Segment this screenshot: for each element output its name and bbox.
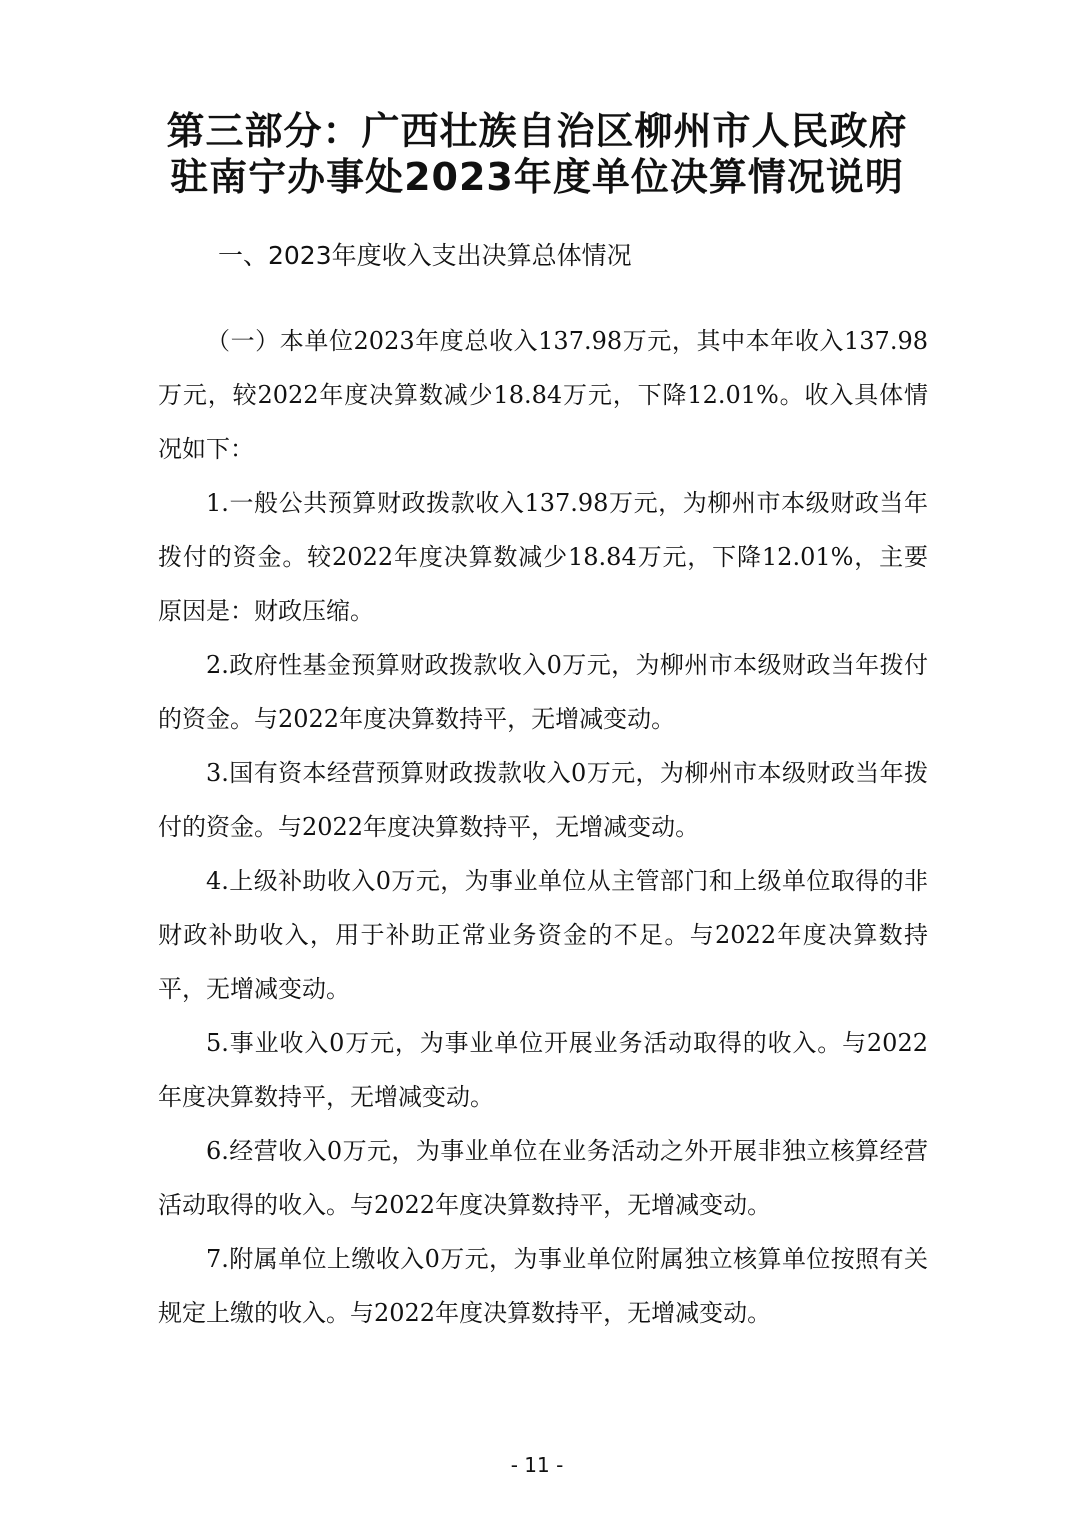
paragraph-item-6: 6.经营收入0万元，为事业单位在业务活动之外开展非独立核算经营活动取得的收入。与2022年度决算数持平，无增减变动。	[158, 1137, 928, 1219]
paragraph-item-4: 4.上级补助收入0万元，为事业单位从主管部门和上级单位取得的非财政补助收入，用于补助正常业务资金的不足。与2022年度决算数持平，无增减变动。	[158, 867, 928, 1003]
paragraph-item-5: 5.事业收入0万元，为事业单位开展业务活动取得的收入。与2022年度决算数持平，无增减变动。	[158, 1029, 928, 1111]
title-line-2: 驻南宁办事处2023年度单位决算情况说明	[170, 155, 904, 199]
title-line-1: 第三部分：广西壮族自治区柳州市人民政府	[166, 109, 908, 153]
page-title	[120, 108, 954, 200]
paragraph-item-2: 2.政府性基金预算财政拨款收入0万元，为柳州市本级财政当年拨付的资金。与2022年度决算数持平，无增减变动。	[158, 651, 928, 733]
paragraph-item-7: 7.附属单位上缴收入0万元，为事业单位附属独立核算单位按照有关规定上缴的收入。与2022年度决算数持平，无增减变动。	[158, 1245, 928, 1327]
body-text	[158, 314, 928, 1340]
section-heading: 一、2023年度收入支出决算总体情况	[218, 241, 632, 270]
paragraph-overview: （一）本单位2023年度总收入137.98万元，其中本年收入137.98万元，较2022年度决算数减少18.84万元，下降12.01%。收入具体情况如下：	[158, 327, 928, 463]
paragraph-item-3: 3.国有资本经营预算财政拨款收入0万元，为柳州市本级财政当年拨付的资金。与2022年度决算数持平，无增减变动。	[158, 759, 928, 841]
paragraph-item-1: 1.一般公共预算财政拨款收入137.98万元，为柳州市本级财政当年拨付的资金。较2022年度决算数减少18.84万元，下降12.01%，主要原因是：财政压缩。	[158, 489, 928, 625]
page-number: - 11 -	[510, 1453, 564, 1477]
